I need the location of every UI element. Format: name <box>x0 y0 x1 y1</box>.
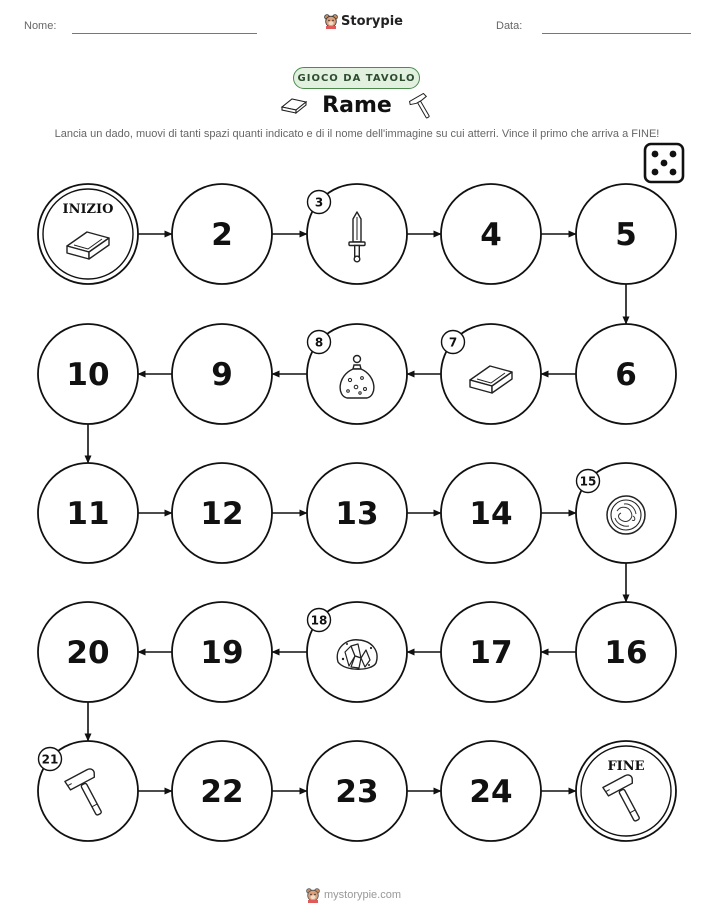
board-space[interactable] <box>441 324 541 424</box>
space-number: 10 <box>66 357 110 393</box>
space-number: 4 <box>480 217 502 253</box>
space-number: 22 <box>200 774 244 810</box>
board-space[interactable] <box>38 463 138 563</box>
brand-name: Storypie <box>341 13 403 29</box>
board-space[interactable] <box>576 741 676 841</box>
game-type-badge: GIOCO DA TAVOLO <box>293 67 420 89</box>
board-space[interactable] <box>307 602 407 702</box>
board-space[interactable] <box>38 184 138 284</box>
board-space[interactable] <box>172 324 272 424</box>
board-space[interactable] <box>38 741 138 841</box>
board-space[interactable] <box>172 184 272 284</box>
board-space[interactable] <box>576 184 676 284</box>
name-label: Nome: <box>24 20 57 32</box>
coin-icon <box>607 496 645 534</box>
space-number: 2 <box>211 217 233 253</box>
board-space[interactable] <box>576 463 676 563</box>
space-number: 17 <box>469 635 513 671</box>
start-label: INIZIO <box>62 202 114 217</box>
board-space[interactable] <box>172 463 272 563</box>
space-circle <box>576 741 676 841</box>
space-number: 12 <box>200 496 244 532</box>
board-space[interactable] <box>441 741 541 841</box>
board-space[interactable] <box>307 463 407 563</box>
board-space[interactable] <box>38 602 138 702</box>
space-number: 15 <box>579 474 597 489</box>
space-number: 8 <box>314 335 324 350</box>
space-number: 7 <box>448 335 458 350</box>
footer-url: mystorypie.com <box>324 889 402 901</box>
board-space[interactable] <box>307 184 407 284</box>
space-number: 19 <box>200 635 244 671</box>
footer <box>306 887 401 903</box>
space-number: 21 <box>41 752 59 767</box>
space-number: 11 <box>66 496 110 532</box>
space-number: 23 <box>335 774 379 810</box>
board-space[interactable] <box>441 463 541 563</box>
space-number: 24 <box>469 774 513 810</box>
instructions: Lancia un dado, muovi di tanti spazi quanti indicato e di il nome dell'immagine su cui atterri. Vince il primo che arriva a FINE! <box>54 128 660 140</box>
page-title: Rame <box>322 93 392 118</box>
space-number: 18 <box>310 613 328 628</box>
space-number: 6 <box>615 357 637 393</box>
space-number: 9 <box>211 357 233 393</box>
end-label: FINE <box>607 759 645 774</box>
board-space[interactable] <box>307 741 407 841</box>
space-number: 20 <box>66 635 110 671</box>
space-number: 14 <box>469 496 513 532</box>
space-number: 3 <box>314 195 324 210</box>
board-space[interactable] <box>576 324 676 424</box>
space-number: 16 <box>604 635 648 671</box>
space-number: 5 <box>615 217 637 253</box>
storypie-logo-icon <box>306 887 320 903</box>
board-space[interactable] <box>441 184 541 284</box>
board-space[interactable] <box>38 324 138 424</box>
space-number: 13 <box>335 496 379 532</box>
board-space[interactable] <box>576 602 676 702</box>
date-label: Data: <box>496 20 523 32</box>
board-space[interactable] <box>441 602 541 702</box>
board-space[interactable] <box>172 741 272 841</box>
board-space[interactable] <box>172 602 272 702</box>
board-space[interactable] <box>307 324 407 424</box>
ore-icon <box>337 640 377 670</box>
